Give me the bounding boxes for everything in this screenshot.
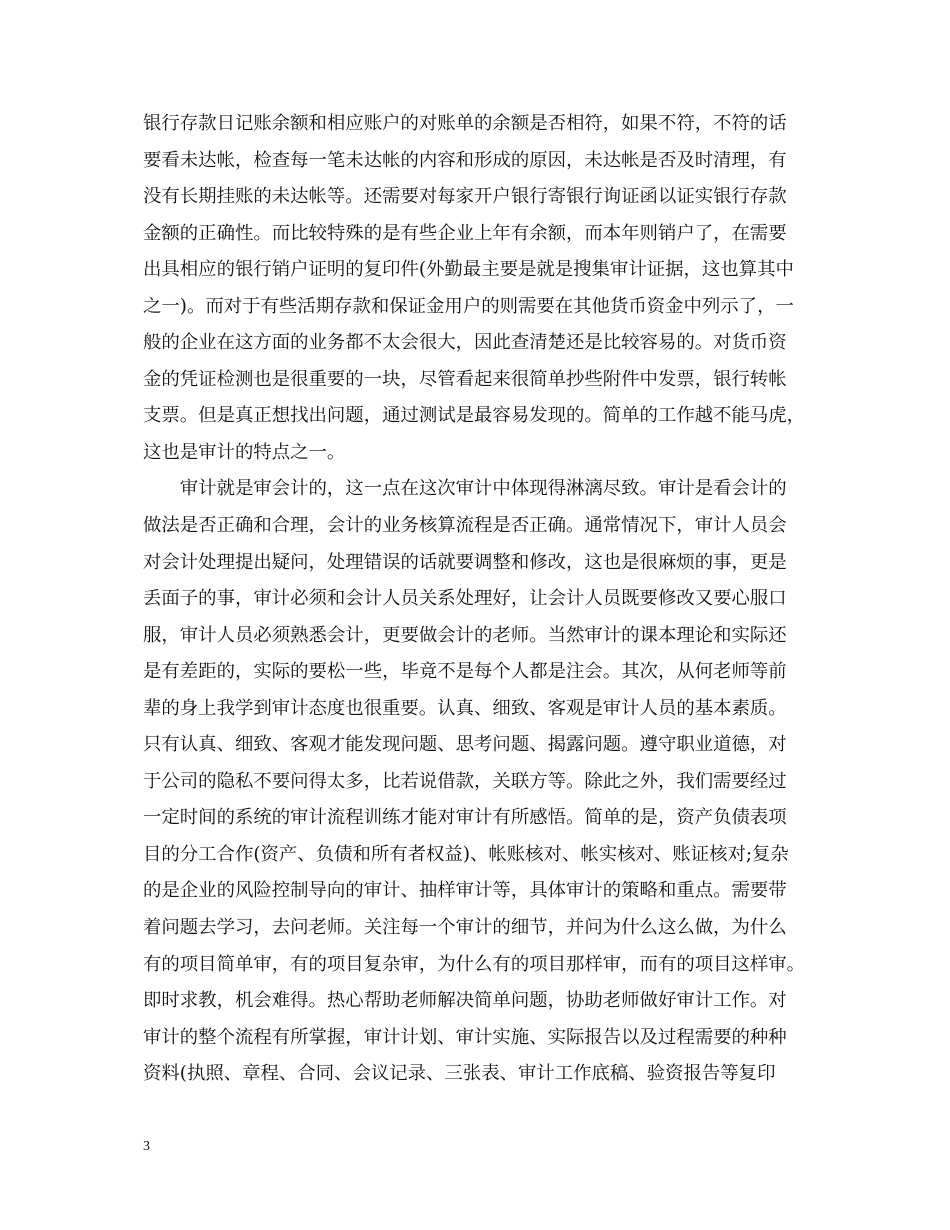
body-text xyxy=(143,106,827,1093)
text-line: 目的分工合作(资产、负债和所有者权益)、帐账核对、帐实核对、账证核对;复杂 xyxy=(143,843,789,865)
text-line: 要看未达帐，检查每一笔未达帐的内容和形成的原因，未达帐是否及时清理，有 xyxy=(143,149,787,171)
text-line: 丢面子的事，审计必须和会计人员关系处理好，让会计人员既要修改又要心服口 xyxy=(143,588,787,610)
text-line: 只有认真、细致、客观才能发现问题、思考问题、揭露问题。遵守职业道德，对 xyxy=(143,734,787,756)
text-line: 银行存款日记账余额和相应账户的对账单的余额是否相符，如果不符，不符的话 xyxy=(143,113,787,134)
text-line: 辈的身上我学到审计态度也很重要。认真、细致、客观是审计人员的基本素质。 xyxy=(143,697,787,719)
text-line: 没有长期挂账的未达帐等。还需要对每家开户银行寄银行询证函以证实银行存款 xyxy=(143,186,787,208)
text-line: 服，审计人员必须熟悉会计，更要做会计的老师。当然审计的课本理论和实际还 xyxy=(143,624,787,646)
text-line: 的是企业的风险控制导向的审计、抽样审计等，具体审计的策略和重点。需要带 xyxy=(143,880,787,902)
text-line: 审计就是审会计的，这一点在这次审计中体现得淋漓尽致。审计是看会计的 xyxy=(143,478,787,500)
text-line: 于公司的隐私不要问得太多，比若说借款，关联方等。除此之外，我们需要经过 xyxy=(143,770,787,792)
text-line: 即时求教，机会难得。热心帮助老师解决简单问题，协助老师做好审计工作。对 xyxy=(143,990,787,1012)
text-line: 般的企业在这方面的业务都不太会很大，因此查清楚还是比较容易的。对货币资 xyxy=(143,332,787,354)
text-line: 着问题去学习，去问老师。关注每一个审计的细节，并问为什么这么做，为什么 xyxy=(143,917,787,939)
text-line: 出具相应的银行销户证明的复印件(外勤最主要是就是搜集审计证据，这也算其中 xyxy=(143,259,794,281)
text-line: 审计的整个流程有所掌握，审计计划、审计实施、实际报告以及过程需要的种种 xyxy=(143,1026,787,1048)
text-line: 支票。但是真正想找出问题，通过测试是最容易发现的。简单的工作越不能马虎， xyxy=(143,405,806,427)
text-line: 一定时间的系统的审计流程训练才能对审计有所感悟。简单的是，资产负债表项 xyxy=(143,807,787,829)
text-line: 金额的正确性。而比较特殊的是有些企业上年有余额，而本年则销户了，在需要 xyxy=(143,222,787,244)
text-line: 有的项目简单审，有的项目复杂审，为什么有的项目那样审，而有的项目这样审。 xyxy=(143,953,806,975)
text-line: 对会计处理提出疑问，处理错误的话就要调整和修改，这也是很麻烦的事，更是 xyxy=(143,551,787,573)
text-line: 是有差距的，实际的要松一些，毕竟不是每个人都是注会。其次，从何老师等前 xyxy=(143,661,787,683)
text-line: 之一)。而对于有些活期存款和保证金用户的则需要在其他货币资金中列示了，一 xyxy=(143,295,794,317)
page-number: 3 xyxy=(143,1139,150,1154)
text-line: 资料(执照、章程、合同、会议记录、三张表、审计工作底稿、验资报告等复印 xyxy=(143,1063,776,1085)
text-line: 做法是否正确和合理，会计的业务核算流程是否正确。通常情况下，审计人员会 xyxy=(143,515,787,537)
text-line: 这也是审计的特点之一。 xyxy=(143,441,346,463)
text-line: 金的凭证检测也是很重要的一块，尽管看起来很简单抄些附件中发票，银行转帐 xyxy=(143,368,787,390)
